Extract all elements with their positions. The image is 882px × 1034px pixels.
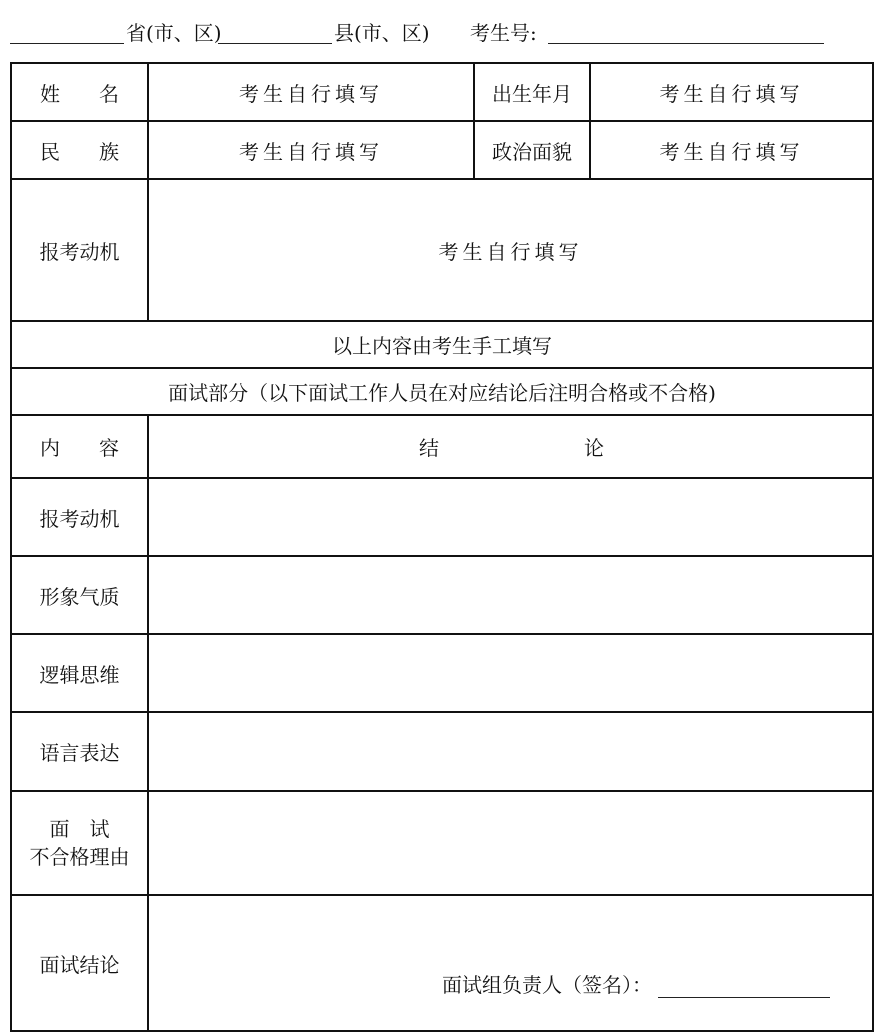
- county-blank[interactable]: [218, 43, 332, 44]
- item-label-logic: 逻辑思维: [11, 634, 148, 712]
- manual-fill-note: 以上内容由考生手工填写: [11, 321, 873, 368]
- fail-reason-value-cell[interactable]: [148, 791, 873, 895]
- ethnicity-label-cell: [11, 121, 148, 179]
- fail-reason-label-line1: 面 试: [49, 817, 110, 841]
- signature-area: [442, 969, 830, 998]
- content-header-char2: 容: [99, 436, 119, 460]
- item-conclusion-motivation[interactable]: [148, 478, 873, 556]
- item-conclusion-appearance[interactable]: [148, 556, 873, 634]
- conclusion-header-cell: [148, 415, 873, 478]
- table-row: [11, 712, 873, 791]
- province-blank[interactable]: [10, 43, 124, 44]
- name-label-char1: 姓: [40, 81, 60, 106]
- header-line: [10, 18, 870, 48]
- province-label: 省(市、区): [126, 21, 222, 45]
- row-interview-title: [11, 368, 873, 415]
- motivation-label: 报考动机: [11, 179, 148, 321]
- ethnicity-label-char1: 民: [40, 139, 60, 164]
- item-label-appearance: 形象气质: [11, 556, 148, 634]
- table-row: [11, 478, 873, 556]
- item-conclusion-logic[interactable]: [148, 634, 873, 712]
- signature-blank[interactable]: [658, 977, 830, 998]
- political-value-cell[interactable]: 考生自行填写: [590, 121, 873, 179]
- name-label-cell: [11, 63, 148, 121]
- interview-conclusion-label: 面试结论: [11, 895, 148, 1031]
- row-manual-note: [11, 321, 873, 368]
- birth-label: 出生年月: [474, 63, 590, 121]
- motivation-value-cell[interactable]: 考生自行填写: [148, 179, 873, 321]
- interview-form-table: [10, 62, 874, 1032]
- content-header-char1: 内: [40, 436, 60, 460]
- item-conclusion-expression[interactable]: [148, 712, 873, 791]
- conclusion-header-char1: 结: [419, 436, 439, 460]
- row-column-headers: [11, 415, 873, 478]
- name-label-char2: 名: [99, 81, 119, 106]
- conclusion-header-char2: 论: [584, 436, 604, 460]
- item-label-expression: 语言表达: [11, 712, 148, 791]
- row-fail-reason: [11, 791, 873, 895]
- fail-reason-label-line2: 不合格理由: [29, 845, 130, 869]
- exam-number-label: 考生号:: [470, 21, 537, 45]
- interview-conclusion-cell[interactable]: [148, 895, 873, 1031]
- county-label: 县(市、区): [334, 21, 430, 45]
- row-motivation: [11, 179, 873, 321]
- ethnicity-value-cell[interactable]: 考生自行填写: [148, 121, 474, 179]
- signature-label: 面试组负责人（签名）：: [442, 973, 652, 997]
- content-header-cell: [11, 415, 148, 478]
- ethnicity-label-char2: 族: [99, 139, 119, 164]
- interview-section-title: 面试部分（以下面试工作人员在对应结论后注明合格或不合格): [11, 368, 873, 415]
- item-label-motivation: 报考动机: [11, 478, 148, 556]
- table-row: [11, 634, 873, 712]
- row-interview-conclusion: [11, 895, 873, 1031]
- fail-reason-label-cell: [11, 791, 148, 895]
- row-name: [11, 63, 873, 121]
- name-value-cell[interactable]: 考生自行填写: [148, 63, 474, 121]
- birth-value-cell[interactable]: 考生自行填写: [590, 63, 873, 121]
- political-label: 政治面貌: [474, 121, 590, 179]
- row-ethnicity: [11, 121, 873, 179]
- exam-number-blank[interactable]: [548, 43, 824, 44]
- table-row: [11, 556, 873, 634]
